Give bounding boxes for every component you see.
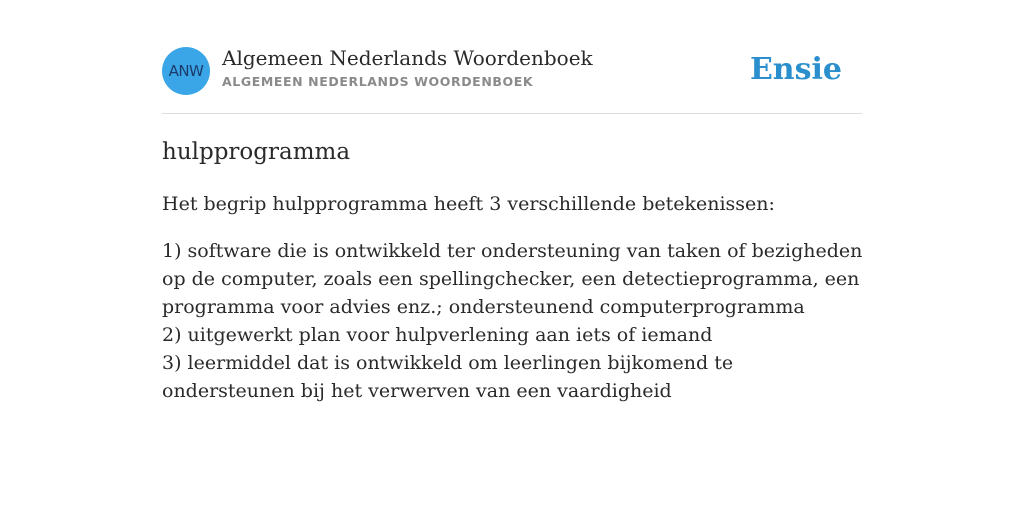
source-title[interactable]: Algemeen Nederlands Woordenboek bbox=[222, 46, 593, 70]
definition-3: 3) leermiddel dat is ontwikkeld om leerlingen bijkomend te ondersteunen bij het verwerven van een vaardigheid bbox=[162, 352, 734, 402]
ensie-logo[interactable]: Ensie bbox=[749, 52, 842, 87]
definition-2: 2) uitgewerkt plan voor hulpverlening aan iets of iemand bbox=[162, 324, 713, 346]
header-divider bbox=[162, 113, 862, 114]
entry-intro: Het begrip hulpprogramma heeft 3 verschillende betekenissen: bbox=[162, 193, 775, 215]
anw-logo[interactable]: ANW bbox=[162, 47, 210, 95]
definitions-list bbox=[162, 237, 867, 405]
source-header bbox=[162, 46, 862, 96]
entry-term: hulpprogramma bbox=[162, 139, 351, 165]
definition-1: 1) software die is ontwikkeld ter ondersteuning van taken of bezigheden op de computer, zoals een spellingchecker, een detectieprogramma, een programma voor advies enz.; ondersteunend computerprogramma bbox=[162, 240, 863, 318]
source-subtitle: ALGEMEEN NEDERLANDS WOORDENBOEK bbox=[222, 74, 534, 89]
